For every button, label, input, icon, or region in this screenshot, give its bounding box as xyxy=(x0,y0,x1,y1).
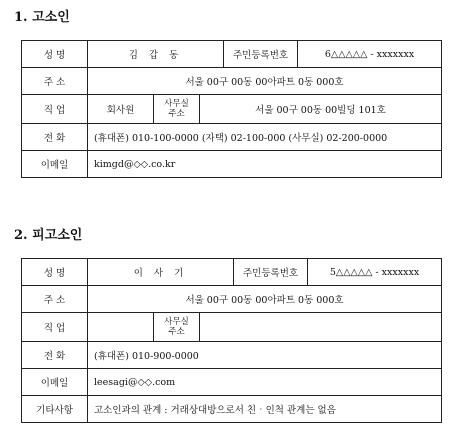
defendant-office-address xyxy=(200,313,442,342)
rrn-label: 주민등록번호 xyxy=(224,41,298,68)
defendant-rrn: 5△△△△△ - xxxxxxx xyxy=(308,259,442,286)
complainant-heading: 1. 고소인 xyxy=(14,10,70,25)
rrn-label: 주민등록번호 xyxy=(234,259,308,286)
table-row xyxy=(22,259,442,286)
phone-label: 전 화 xyxy=(22,342,88,369)
complainant-job: 회사원 xyxy=(88,95,154,124)
job-label: 직 업 xyxy=(22,313,88,342)
complainant-office-address: 서울 00구 00동 00빌딩 101호 xyxy=(200,95,442,124)
table-row xyxy=(22,286,442,313)
defendant-email: leesagi@◇◇.com xyxy=(88,369,442,396)
defendant-etc: 고소인과의 관계 : 거래상대방으로서 친‧인척 관계는 없음 xyxy=(88,396,442,423)
defendant-job xyxy=(88,313,154,342)
email-label: 이메일 xyxy=(22,369,88,396)
name-label: 성 명 xyxy=(22,259,88,286)
complainant-table xyxy=(21,40,442,178)
phone-label: 전 화 xyxy=(22,124,88,151)
defendant-name: 이 사 기 xyxy=(88,259,234,286)
complainant-address: 서울 00구 00동 00아파트 0동 000호 xyxy=(88,68,442,95)
complainant-email: kimgd@◇◇.co.kr xyxy=(88,151,442,178)
office-label-line1: 사무실 xyxy=(164,99,189,109)
office-label-line2: 주소 xyxy=(168,109,185,119)
table-row xyxy=(22,151,442,178)
office-label-line2: 주소 xyxy=(168,327,185,337)
table-row xyxy=(22,396,442,423)
complainant-rrn: 6△△△△△ - xxxxxxx xyxy=(298,41,442,68)
table-row xyxy=(22,369,442,396)
office-label-line1: 사무실 xyxy=(164,317,189,327)
defendant-heading: 2. 피고소인 xyxy=(14,228,83,243)
job-label: 직 업 xyxy=(22,95,88,124)
address-label: 주 소 xyxy=(22,68,88,95)
complainant-phone: (휴대폰) 010-100-0000 (자택) 02-100-000 (사무실) 02-200-0000 xyxy=(88,124,442,151)
name-label: 성 명 xyxy=(22,41,88,68)
table-row xyxy=(22,124,442,151)
defendant-phone: (휴대폰) 010-900-0000 xyxy=(88,342,442,369)
table-row xyxy=(22,313,442,342)
address-label: 주 소 xyxy=(22,286,88,313)
defendant-address: 서울 00구 00동 00아파트 0동 000호 xyxy=(88,286,442,313)
table-row xyxy=(22,342,442,369)
office-address-label xyxy=(154,313,200,342)
etc-label: 기타사항 xyxy=(22,396,88,423)
table-row xyxy=(22,95,442,124)
defendant-table xyxy=(21,258,442,423)
complainant-name: 김 갑 동 xyxy=(88,41,224,68)
email-label: 이메일 xyxy=(22,151,88,178)
table-row xyxy=(22,68,442,95)
table-row xyxy=(22,41,442,68)
office-address-label xyxy=(154,95,200,124)
